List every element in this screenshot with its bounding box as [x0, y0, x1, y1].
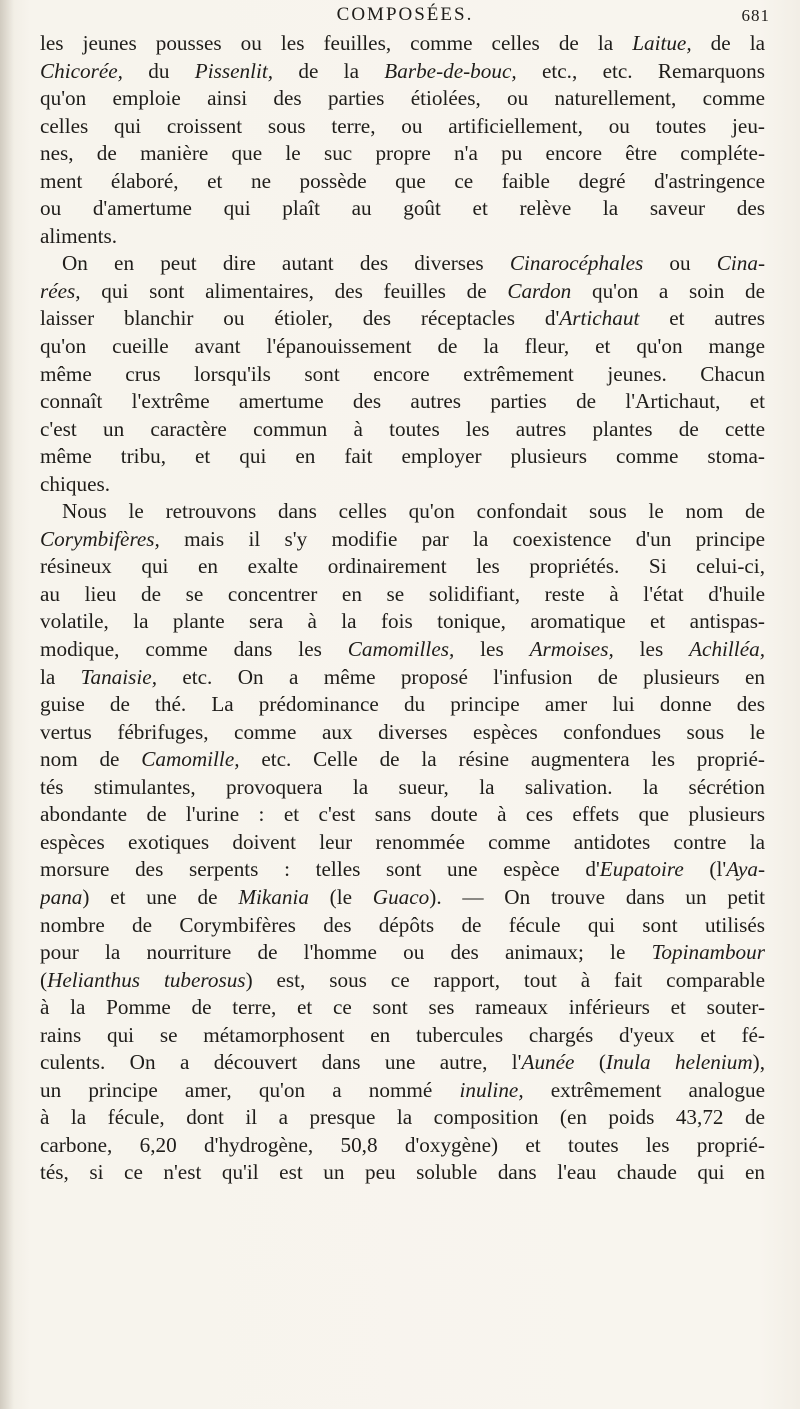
text-run: (le	[308, 884, 373, 909]
running-head	[40, 4, 770, 32]
text-line	[40, 278, 765, 306]
text-line	[40, 553, 765, 581]
text-line	[40, 85, 765, 113]
italic-term: Camomille,	[141, 747, 240, 772]
text-line	[40, 168, 765, 196]
text-line	[40, 140, 765, 168]
text-run: mais il s'y modifie par la coexistence d'un principe	[159, 526, 765, 551]
body-text	[40, 30, 765, 1187]
text-line	[40, 1022, 765, 1050]
text-run: ) est, sous ce rapport, tout à fait comparable	[245, 967, 765, 992]
text-line	[40, 719, 765, 747]
text-run: ). — On trouve dans un petit	[429, 884, 765, 909]
italic-term: Inula helenium	[605, 1050, 753, 1075]
text-line	[40, 801, 765, 829]
text-run: tés stimulantes, provoquera la sueur, la salivation. la sécrétion	[40, 774, 765, 799]
text-line	[40, 912, 765, 940]
text-run: nes, de manière que le suc propre n'a pu encore être compléte-	[40, 141, 765, 166]
text-line	[40, 361, 765, 389]
text-run: ment élaboré, et ne possède que ce faible degré d'astringence	[40, 168, 765, 193]
text-run: guise de thé. La prédominance du principe amer lui donne des	[40, 692, 765, 717]
italic-term: Corymbifères,	[40, 526, 160, 551]
running-title: COMPOSÉES.	[336, 4, 474, 25]
italic-term: Aya-	[726, 857, 765, 882]
text-run: de la	[691, 31, 765, 55]
italic-term: Helianthus tuberosus	[47, 967, 246, 992]
text-run: (l'	[683, 857, 727, 882]
text-line	[40, 388, 765, 416]
text-line	[40, 1049, 765, 1077]
text-run: du	[122, 58, 195, 83]
text-line	[40, 250, 765, 278]
text-line	[40, 746, 765, 774]
italic-term: Cina-	[716, 251, 765, 276]
text-run: la	[40, 664, 81, 689]
text-run: qui sont alimentaires, des feuilles de	[80, 278, 508, 303]
italic-term: Eupatoire	[599, 857, 684, 882]
text-run: vertus fébrifuges, comme aux diverses espèces confondues sous le	[40, 719, 765, 744]
text-run: au lieu de se concentrer en se solidifiant, reste à l'état d'huile	[40, 581, 765, 606]
text-line	[40, 774, 765, 802]
text-run: culents. On a découvert dans une autre, l'	[40, 1050, 522, 1075]
text-run: même crus lorsqu'ils sont encore extrêmement jeunes. Chacun	[40, 361, 765, 386]
text-line	[40, 416, 765, 444]
text-run: pour la nourriture de l'homme ou des animaux; le	[40, 940, 652, 965]
text-run: On en peut dire autant des diverses	[62, 251, 510, 276]
text-line	[40, 1132, 765, 1160]
italic-term: pana	[40, 884, 83, 909]
text-line	[40, 581, 765, 609]
text-line	[40, 471, 765, 499]
text-run: ) et une de	[82, 884, 239, 909]
page-gutter-shadow	[0, 0, 14, 1409]
italic-term: Armoises,	[529, 637, 614, 662]
text-run: ou d'amertume qui plaît au goût et relève la saveur des	[40, 196, 765, 221]
text-run: extrêmement analogue	[523, 1077, 765, 1102]
text-run: qu'on a soin de	[571, 278, 765, 303]
text-line	[40, 967, 765, 995]
text-line	[40, 223, 765, 251]
text-run: (	[40, 967, 48, 992]
text-line	[40, 884, 765, 912]
text-run: les	[454, 637, 530, 662]
text-run: modique, comme dans les	[40, 637, 348, 662]
text-run: résineux qui en exalte ordinairement les propriétés. Si celui-ci,	[40, 554, 765, 579]
text-line	[40, 691, 765, 719]
text-run: rains qui se métamorphosent en tubercules chargés d'yeux et fé-	[40, 1022, 765, 1047]
text-run: qu'on emploie ainsi des parties étiolées, ou naturellement, comme	[40, 86, 765, 111]
text-run: les jeunes pousses ou les feuilles, comme celles de la	[40, 31, 633, 55]
italic-term: Tanaisie,	[80, 664, 157, 689]
text-run: un principe amer, qu'on a nommé	[40, 1077, 460, 1102]
text-line	[40, 443, 765, 471]
text-run: etc. Celle de la résine augmentera les proprié-	[239, 747, 765, 772]
text-run: tés, si ce n'est qu'il est un peu soluble dans l'eau chaude qui en	[40, 1160, 765, 1185]
text-line	[40, 526, 765, 554]
italic-term: Achilléa,	[689, 637, 765, 662]
text-line	[40, 636, 765, 664]
text-run: etc., etc. Remarquons	[516, 58, 765, 83]
text-line	[40, 856, 765, 884]
text-line	[40, 664, 765, 692]
text-line	[40, 58, 765, 86]
text-run: même tribu, et qui en fait employer plusieurs comme stoma-	[40, 444, 765, 469]
text-line	[40, 1077, 765, 1105]
text-run: ou	[643, 251, 717, 276]
italic-term: Laitue,	[632, 31, 692, 55]
text-run: et autres	[639, 306, 765, 331]
text-line	[40, 608, 765, 636]
text-run: (	[574, 1050, 606, 1075]
text-run: abondante de l'urine : et c'est sans doute à ces effets que plusieurs	[40, 802, 765, 827]
text-run: carbone, 6,20 d'hydrogène, 50,8 d'oxygène) et toutes les proprié-	[40, 1132, 765, 1157]
italic-term: Topinambour	[651, 940, 765, 965]
text-run: laisser blanchir ou étioler, des réceptacles d'	[40, 306, 560, 331]
italic-term: Guaco	[372, 884, 430, 909]
text-run: à la fécule, dont il a presque la composition (en poids 43,72 de	[40, 1105, 765, 1130]
italic-term: Mikania	[238, 884, 309, 909]
text-run: à la Pomme de terre, et ce sont ses rameaux inférieurs et souter-	[40, 995, 765, 1020]
text-line	[40, 939, 765, 967]
italic-term: Camomilles,	[347, 637, 455, 662]
text-run: les	[613, 637, 690, 662]
text-line	[40, 498, 765, 526]
italic-term: Barbe-de-bouc,	[384, 58, 517, 83]
text-run: c'est un caractère commun à toutes les autres plantes de cette	[40, 416, 765, 441]
italic-term: inuline,	[459, 1077, 524, 1102]
text-line	[40, 30, 765, 58]
text-run: celles qui croissent sous terre, ou artificiellement, ou toutes jeu-	[40, 113, 765, 138]
page-number: 681	[741, 6, 770, 25]
text-line	[40, 333, 765, 361]
text-run: nombre de Corymbifères des dépôts de fécule qui sont utilisés	[40, 912, 765, 937]
text-line	[40, 195, 765, 223]
text-line	[40, 1104, 765, 1132]
italic-term: Aunée	[521, 1050, 575, 1075]
text-run: etc. On a même proposé l'infusion de plusieurs en	[157, 664, 765, 689]
italic-term: rées,	[40, 278, 81, 303]
text-line	[40, 305, 765, 333]
text-run: morsure des serpents : telles sont une espèce d'	[40, 857, 600, 882]
text-run: espèces exotiques doivent leur renommée comme antidotes contre la	[40, 829, 765, 854]
text-line	[40, 994, 765, 1022]
text-run: aliments.	[40, 223, 118, 248]
italic-term: Pissenlit,	[194, 58, 274, 83]
text-run: Nous le retrouvons dans celles qu'on confondait sous le nom de	[62, 499, 765, 524]
italic-term: Cardon	[507, 278, 572, 303]
text-run: connaît l'extrême amertume des autres parties de l'Artichaut, et	[40, 389, 765, 414]
text-run: qu'on cueille avant l'épanouissement de la fleur, et qu'on mange	[40, 334, 765, 359]
text-run: chiques.	[40, 471, 111, 496]
text-run: nom de	[40, 747, 142, 772]
italic-term: Cinarocéphales	[509, 251, 644, 276]
italic-term: Chicorée,	[40, 58, 123, 83]
text-run: de la	[273, 58, 385, 83]
text-line	[40, 113, 765, 141]
text-run: ),	[752, 1050, 765, 1075]
text-line	[40, 829, 765, 857]
italic-term: Artichaut	[559, 306, 640, 331]
text-line	[40, 1159, 765, 1187]
text-run: volatile, la plante sera à la fois tonique, aromatique et antispas-	[40, 609, 765, 634]
